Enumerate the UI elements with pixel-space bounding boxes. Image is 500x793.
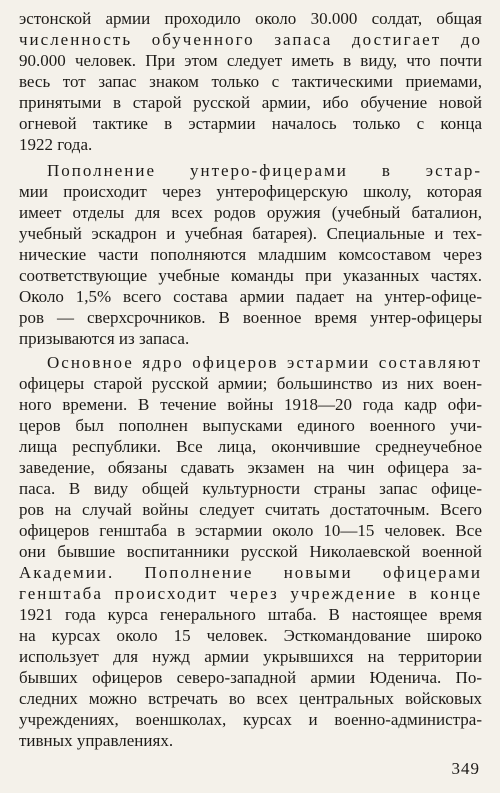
text-line: заведение, обязаны сдавать экзамен на чин офицера за- bbox=[19, 458, 482, 477]
text-line: Пополнение унтеро-фицерами в эстар- bbox=[47, 161, 482, 180]
text-line: принятыми в старой русской армии, ибо обучение новой bbox=[19, 93, 482, 112]
text-line: на курсах около 15 человек. Эсткомандование широко bbox=[19, 626, 482, 645]
text-line: эстонской армии проходило около 30.000 солдат, общая bbox=[19, 9, 482, 28]
text-line: офицеров генштаба в эстармии около 10—15 человек. Все bbox=[19, 521, 482, 540]
text-line: лища республики. Все лица, окончившие среднеучебное bbox=[19, 437, 482, 456]
text-line: 90.000 человек. При этом следует иметь в виду, что почти bbox=[19, 51, 482, 70]
text-line: 1921 года курса генерального штаба. В настоящее время bbox=[19, 605, 482, 624]
text-line: весь тот запас знаком только с тактическими приемами, bbox=[19, 72, 482, 91]
text-line: соответствующие учебные команды при указанных частях. bbox=[19, 266, 482, 285]
text-line: бывших офицеров северо-западной армии Юденича. По- bbox=[19, 668, 482, 687]
text-line: использует для нужд армии укрывшихся на территории bbox=[19, 647, 482, 666]
text-line: паса. В виду общей культурности страны запас офице- bbox=[19, 479, 482, 498]
text-line: офицеры старой русской армии; большинство из них воен- bbox=[19, 374, 482, 393]
text-line: призываются из запаса. bbox=[19, 329, 190, 348]
text-line: Около 1,5% всего состава армии падает на унтер-офице- bbox=[19, 287, 482, 306]
text-line: они бывшие воспитанники русской Николаевской военной bbox=[19, 542, 482, 561]
text-line: церов был пополнен выпусками единого военного учи- bbox=[19, 416, 482, 435]
text-line: ного времени. В течение войны 1918—20 года кадр офи- bbox=[19, 395, 482, 414]
text-line: ров — сверхсрочников. В военное время унтер-офицеры bbox=[19, 308, 482, 327]
text-line: мии происходит через унтерофицерскую школу, которая bbox=[19, 182, 482, 201]
text-line: Академии. Пополнение новыми офицерами bbox=[19, 563, 482, 582]
text-line: Основное ядро офицеров эстармии составляют bbox=[47, 353, 482, 372]
text-line: огневой тактике в эстармии началось только с конца bbox=[19, 114, 482, 133]
text-line: имеет отделы для всех родов оружия (учебный баталион, bbox=[19, 203, 482, 222]
text-line: учебный эскадрон и учебная батарея). Специальные и тех- bbox=[19, 224, 482, 243]
text-line: генштаба происходит через учреждение в конце bbox=[19, 584, 482, 603]
text-line: 1922 года. bbox=[19, 135, 93, 154]
text-line: ров на случай войны следует считать достаточным. Всего bbox=[19, 500, 482, 519]
text-line: нические части пополняются младшим комсоставом через bbox=[19, 245, 482, 264]
text-line: тивных управлениях. bbox=[19, 731, 174, 750]
text-line: численность обученного запаса достигает до bbox=[19, 30, 482, 49]
text-line: следних можно встречать во всех центральных войсковых bbox=[19, 689, 482, 708]
page-number: 349 bbox=[451, 759, 480, 778]
text-line: учреждениях, военшколах, курсах и военно-администра- bbox=[19, 710, 482, 729]
